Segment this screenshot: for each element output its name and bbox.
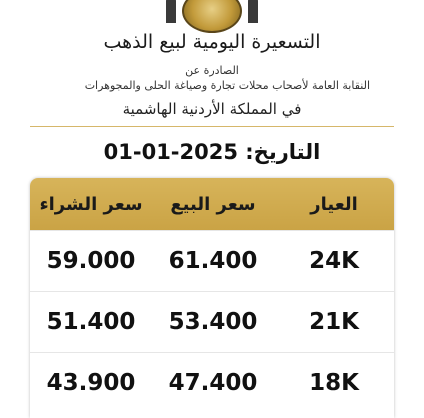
page-title: التسعيرة اليومية لبيع الذهب	[103, 31, 321, 53]
date-value: 01-01-2025	[103, 140, 238, 164]
karat: 24K	[309, 248, 359, 274]
sell-price: 53.400	[168, 309, 258, 335]
date-label: التاريخ:	[245, 140, 321, 164]
table-header	[30, 178, 394, 230]
sell-price: 47.400	[168, 370, 258, 396]
buy-price: 59.000	[46, 248, 136, 274]
union-name: النقابة العامة لأصحاب محلات تجارة وصياغة الحلى والمجوهرات	[84, 79, 370, 92]
header-divider	[30, 126, 394, 127]
header-buy-price: سعر الشراء	[39, 193, 143, 215]
buy-price: 51.400	[46, 309, 136, 335]
price-table	[30, 178, 394, 418]
logo-right-tower	[248, 0, 258, 23]
header-sell-price: سعر البيع	[170, 193, 256, 215]
table-row	[30, 352, 394, 413]
karat: 21K	[309, 309, 359, 335]
union-logo	[162, 0, 262, 32]
logo-left-tower	[166, 0, 176, 23]
date-line	[0, 140, 424, 164]
buy-price: 43.900	[46, 370, 136, 396]
sell-price: 61.400	[168, 248, 258, 274]
table-row	[30, 230, 394, 291]
logo-seal	[182, 0, 242, 33]
kingdom-name: في المملكة الأردنية الهاشمية	[122, 100, 302, 118]
karat: 18K	[309, 370, 359, 396]
header-karat: العيار	[310, 193, 358, 215]
table-row	[30, 291, 394, 352]
issued-by-text: الصادرة عن	[185, 64, 239, 77]
